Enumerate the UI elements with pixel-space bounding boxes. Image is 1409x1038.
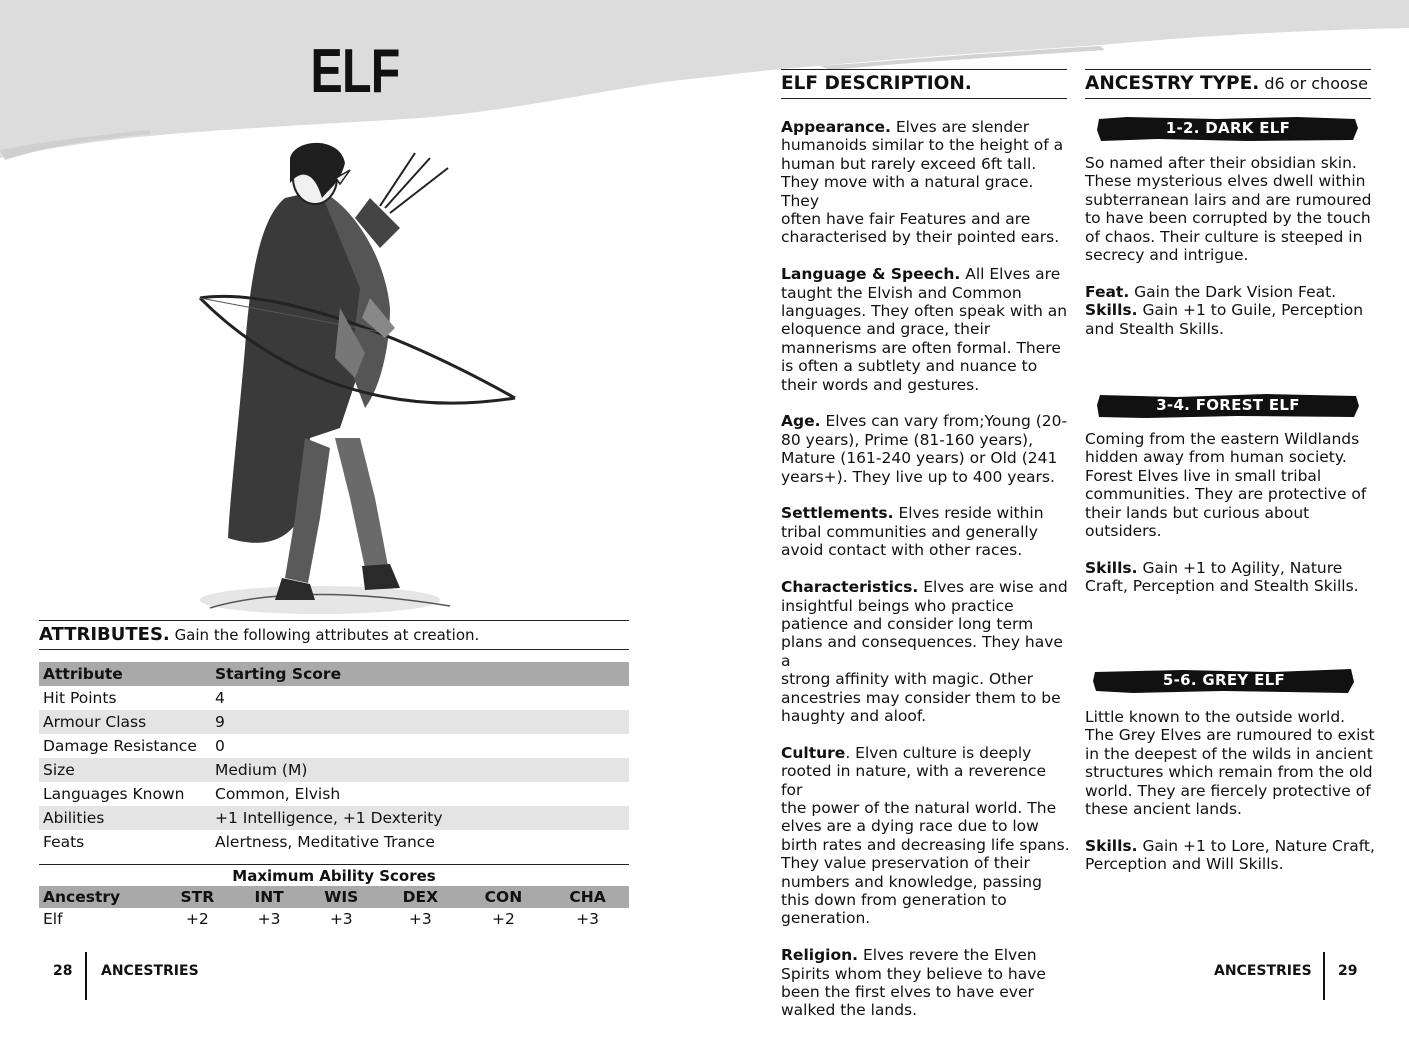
paragraph-line: communities. They are protective of [1085,485,1367,504]
paragraph-label: Settlements. [781,504,894,523]
page-number-left: 28 [53,963,73,979]
paragraph-line: languages. They often speak with an [781,302,1068,321]
appearance-paragraph [781,118,1071,247]
attributes-table [39,662,629,854]
skills-label: Skills. [1085,558,1138,577]
footer-divider-right [1323,952,1325,1000]
paragraph-line: this down from generation to [781,890,1007,909]
paragraph-label: Appearance. [781,118,891,136]
attribute-value: +1 Intelligence, +1 Dexterity [211,806,629,830]
paragraph-line: avoid contact with other races. [781,541,1023,560]
table-cell: Elf [43,910,63,928]
skills-label: Skills. [1085,301,1138,320]
grey-elf-description [1085,708,1375,892]
paragraph-line: their lands but curious about [1085,503,1310,522]
paragraph-line: All Elves are [965,265,1061,284]
table-cell: +2 [491,910,515,928]
characteristics-paragraph [781,578,1071,725]
attribute-name: Abilities [39,806,211,830]
forest-elf-description [1085,430,1375,614]
paragraph-line: humanoids similar to the height of a [781,136,1064,155]
elf-description-heading [781,69,1067,99]
table-cell: +3 [257,910,281,928]
footer-divider-left [85,952,87,1000]
page-number-right: 29 [1338,963,1358,979]
grey-elf-skills [1085,837,1375,874]
table-row [39,806,629,830]
forest-elf-text [1085,430,1375,540]
column-header: INT [236,886,303,908]
table-cell: +3 [576,910,600,928]
paragraph-line: years+). They live up to 400 years. [781,467,1055,486]
paragraph-line: Elves can vary from;Young (20- [825,412,1068,431]
religion-paragraph [781,946,1071,1020]
paragraph-line: tribal communities and generally [781,522,1038,541]
paragraph-line: is often a subtlety and nuance to [781,357,1038,376]
table-header-row [39,886,629,908]
paragraph-line: world. They are fiercely protective of [1085,781,1371,800]
ancestry-type-title: ANCESTRY TYPE. [1085,73,1260,94]
culture-paragraph [781,744,1071,928]
paragraph-label: Religion. [781,946,859,965]
paragraph-line: They value preservation of their [781,854,1030,873]
paragraph-line: Coming from the eastern Wildlands [1085,430,1360,448]
paragraph-line: eloquence and grace, their [781,320,991,339]
paragraph-line: these ancient lands. [1085,800,1242,819]
paragraph-line: Perception and Will Skills. [1085,855,1284,874]
column-header: Attribute [39,662,211,686]
feat-label: Feat. [1085,282,1130,301]
attribute-name: Armour Class [39,710,211,734]
table-row [39,782,629,806]
paragraph-line: outsiders. [1085,522,1162,541]
attribute-value: 4 [215,689,225,707]
attributes-heading-title: ATTRIBUTES. [39,624,170,645]
elf-archer-illustration [190,138,490,618]
paragraph-line: plans and consequences. They have a [781,633,1063,670]
paragraph-line: mannerisms are often formal. There [781,338,1061,357]
paragraph-line: So named after their obsidian skin. [1085,154,1357,172]
paragraph-line: numbers and knowledge, passing [781,872,1042,891]
paragraph-line: the power of the natural world. The [781,798,1057,817]
dark-elf-description [1085,154,1375,356]
paragraph-line: structures which remain from the old [1085,763,1373,782]
attribute-value: 9 [211,710,629,734]
table-row [39,710,629,734]
table-cell: +3 [329,910,353,928]
paragraph-line: secrecy and intrigue. [1085,246,1249,265]
table-row [39,734,629,758]
chapter-label-right: ANCESTRIES [1214,963,1312,979]
paragraph-line: been the first elves to have ever [781,983,1034,1001]
paragraph-line: patience and consider long term [781,614,1034,633]
page-title: ELF [310,37,400,106]
forest-elf-band [1097,393,1359,419]
paragraph-line: strong affinity with magic. Other [781,670,1033,689]
attribute-value: Alertness, Meditative Trance [215,833,435,851]
paragraph-line: generation. [781,909,871,928]
table-row [39,830,629,854]
ancestry-type-subtitle: d6 or choose [1264,74,1368,93]
paragraph-line: Gain +1 to Guile, Perception [1142,301,1364,320]
paragraph-line: 80 years), Prime (81-160 years), [781,430,1034,449]
table-row [39,686,629,710]
paragraph-line: Gain +1 to Agility, Nature [1142,558,1343,577]
table-row [39,908,629,930]
paragraph-line: The Grey Elves are rumoured to exist [1085,726,1375,745]
attributes-heading [39,620,629,650]
attribute-name: Hit Points [43,689,117,707]
settlements-paragraph [781,504,1071,559]
paragraph-line: taught the Elvish and Common [781,283,1022,302]
paragraph-line: subterranean lairs and are rumoured [1085,190,1372,209]
paragraph-line: of chaos. Their culture is steeped in [1085,227,1363,246]
paragraph-label: Culture [781,743,846,762]
paragraph-label: Age. [781,412,821,431]
paragraph-line: These mysterious elves dwell within [1085,172,1366,191]
language-paragraph [781,265,1071,394]
paragraph-line: rooted in nature, with a reverence for [781,762,1047,799]
column-header: DEX [380,886,461,908]
paragraph-line: Elves reside within [898,504,1044,523]
paragraph-line: ancestries may consider them to be [781,688,1061,707]
grey-elf-text [1085,708,1375,818]
paragraph-line: Forest Elves live in small tribal [1085,466,1322,485]
ancestry-type-heading [1085,69,1371,99]
elf-description-title: ELF DESCRIPTION. [781,73,972,94]
column-header: STR [159,886,236,908]
paragraph-line: walked the lands. [781,1001,918,1020]
paragraph-line: Craft, Perception and Stealth Skills. [1085,577,1359,596]
paragraph-line: to have been corrupted by the touch [1085,209,1371,228]
elf-description-column [781,118,1071,1038]
skills-label: Skills. [1085,836,1138,855]
paragraph-line: in the deepest of the wilds in ancient [1085,744,1373,763]
paragraph-line: Gain +1 to Lore, Nature Craft, [1142,836,1375,855]
attribute-name: Languages Known [43,785,185,803]
attribute-name: Damage Resistance [43,737,197,755]
chapter-label-left: ANCESTRIES [101,963,199,979]
attribute-value: Medium (M) [211,758,629,782]
forest-elf-skills [1085,559,1375,596]
grey-elf-band [1093,668,1355,694]
max-ability-scores-title: Maximum Ability Scores [39,864,629,885]
feat-text: Gain the Dark Vision Feat. [1134,282,1337,301]
paragraph-line: often have fair Features and are [781,210,1031,229]
column-header: Starting Score [211,662,629,686]
paragraph-line: Mature (161-240 years) or Old (241 [781,449,1058,468]
dark-elf-text [1085,154,1375,264]
paragraph-line: birth rates and decreasing life spans. [781,835,1070,854]
paragraph-line: They move with a natural grace. They [781,173,1034,210]
paragraph-line: Little known to the outside world. [1085,708,1346,726]
paragraph-line: elves are a dying race due to low [781,817,1039,836]
table-row [39,758,629,782]
column-header: CHA [546,886,629,908]
forest-elf-label: 3-4. FOREST ELF [1156,396,1300,414]
grey-elf-label: 5-6. GREY ELF [1162,671,1286,689]
attribute-name: Feats [43,833,85,851]
paragraph-line: characterised by their pointed ears. [781,228,1060,247]
paragraph-line: human but rarely exceed 6ft tall. [781,154,1037,173]
dark-elf-label: 1-2. DARK ELF [1165,119,1291,137]
table-header-row [39,662,629,686]
paragraph-line: Elves revere the Elven [863,946,1037,965]
attributes-heading-subtitle: Gain the following attributes at creation. [174,626,480,644]
paragraph-line: and Stealth Skills. [1085,319,1224,338]
attribute-name: Size [39,758,211,782]
attribute-value: 0 [215,737,225,755]
table-cell: +2 [185,910,209,928]
dark-elf-band [1097,116,1359,142]
paragraph-line: . Elven culture is deeply [845,743,1032,762]
paragraph-line: haughty and aloof. [781,706,927,725]
paragraph-line: insightful beings who practice [781,596,1014,615]
dark-elf-feat-skills [1085,283,1375,338]
paragraph-line: their words and gestures. [781,375,980,394]
paragraph-line: hidden away from human society. [1085,448,1347,467]
attribute-value: Common, Elvish [215,785,341,803]
paragraph-line: Elves are wise and [923,578,1068,597]
paragraph-line: Spirits whom they believe to have [781,964,1046,983]
paragraph-label: Language & Speech. [781,265,961,284]
table-cell: +3 [408,910,432,928]
paragraph-label: Characteristics. [781,578,919,597]
column-header: Ancestry [39,886,159,908]
column-header: CON [461,886,547,908]
age-paragraph [781,412,1071,486]
paragraph-line: Elves are slender [895,118,1030,136]
max-ability-scores-table [39,886,629,930]
column-header: WIS [302,886,380,908]
